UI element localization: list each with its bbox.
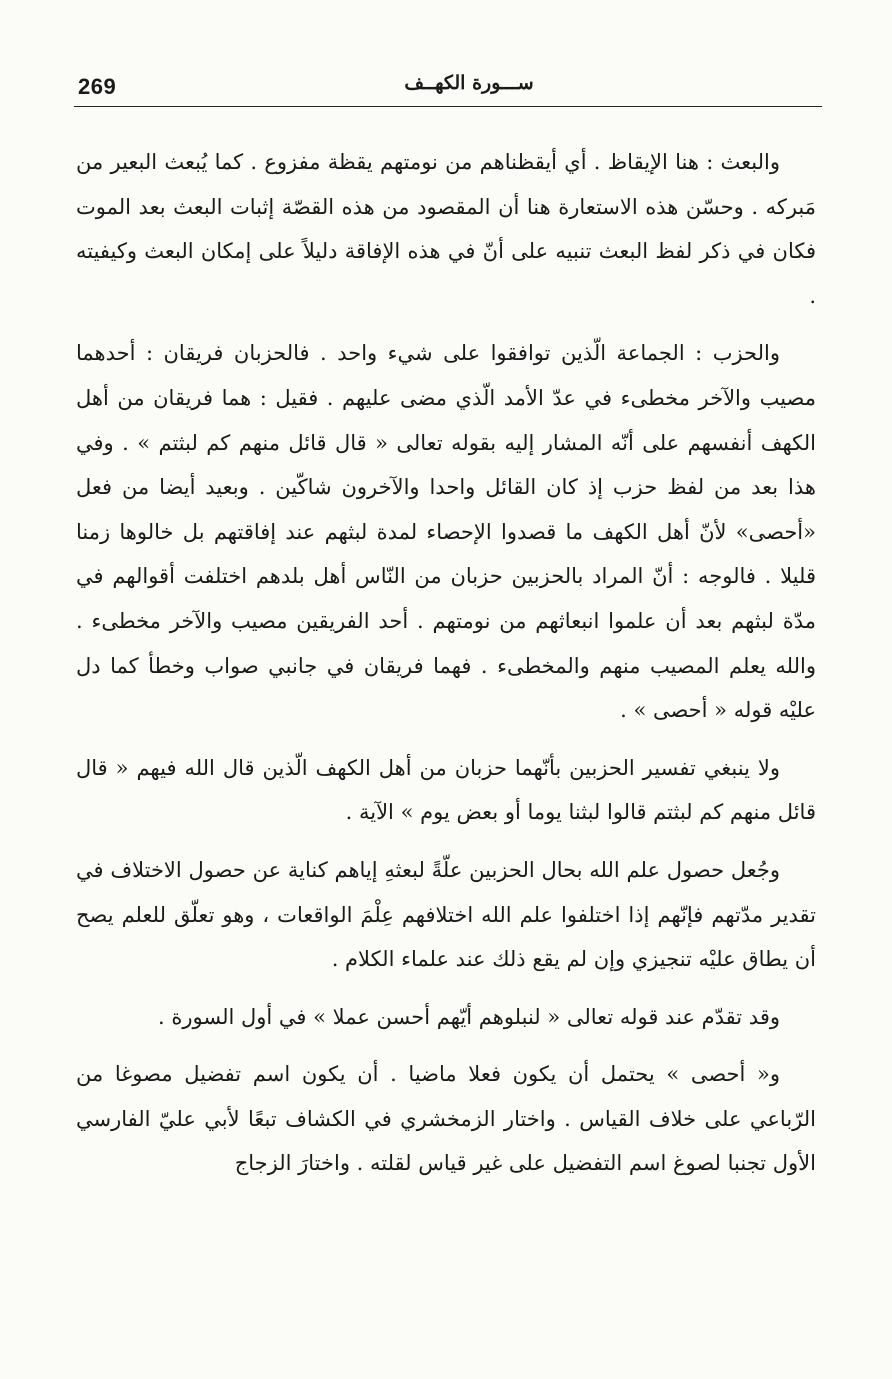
paragraph-bath: والبعث : هنا الإيقاظ . أي أيقظناهم من نومتهم يقظة مفزوع . كما يُبعث البعير من مَبركه . وحسّن هذه الاستعارة هنا أن المقصود من هذه القصّة إثبات البعث بعد الموت فكان في ذكر لفظ البعث تنبيه على أنّ في هذه الإفاقة دليلاً على إمكان البعث وكيفيته . — [76, 150, 816, 308]
page-header — [74, 72, 822, 104]
paragraph-ahsa: و« أحصى » يحتمل أن يكون فعلا ماضيا . أن يكون اسم تفضيل مصوغا من الرّباعي على خلاف القياس . واختار الزمخشري في الكشاف تبعًا لأبي عليّ الفارسي الأول تجنبا لصوغ اسم التفضيل على غير قياس لقلته . واختارَ الزجاج — [76, 1062, 816, 1176]
body-text — [76, 140, 816, 1186]
paragraph-reference: وقد تقدّم عند قوله تعالى « لنبلوهم أيّهم أحسن عملا » في أول السورة . — [158, 1004, 780, 1029]
paragraph-hizb: والحزب : الجماعة الّذين توافقوا على شيء واحد . فالحزبان فريقان : أحدهما مصيب والآخر مخطىء في عدّ الأمد الّذي مضى عليهم . فقيل : هما فريقان من أهل الكهف أنفسهم على أنّه المشار إليه بقوله تعالى « قال قائل منهم كم لبثتم » . وفي هذا بعد من لفظ حزب إذ كان القائل واحدا والآخرون شاكّين . وبعيد أيضا من فعل «أحصى» لأنّ أهل الكهف ما قصدوا الإحصاء لمدة لبثهم عند إفاقتهم بل خالوها زمنا قليلا . فالوجه : أنّ المراد بالحزبين حزبان من النّاس أهل بلدهم اختلفت أقوالهم في مدّة لبثهم بعد أن علموا انبعاثهم من نومتهم . أحد الفريقين مصيب والآخر مخطىء . والله يعلم المصيب منهم والمخطىء . فهما فريقان في جانبي صواب وخطأ كما دل عليْه قوله « أحصى » . — [76, 341, 816, 723]
paragraph-knowledge: وجُعل حصول علم الله بحال الحزبين علّةً لبعثهِ إياهم كناية عن حصول الاختلاف في تقدير مدّتهم فإنّهم إذا اختلفوا علم الله اختلافهم عِلْمَ الواقعات ، وهو تعلّق للعلم يصح أن يطاق عليْه تنجيزي وإن لم يقع ذلك عند علماء الكلام . — [76, 857, 816, 972]
page-number: 269 — [78, 74, 117, 99]
header-rule — [74, 106, 822, 107]
running-title: ســـورة الكهــف — [404, 72, 534, 94]
paragraph-hizbain-note: ولا ينبغي تفسير الحزبين بأنّهما حزبان من أهل الكهف الّذين قال الله فيهم « قال قائل منهم كم لبثتم قالوا لبثنا يوما أو بعض يوم » الآية . — [76, 755, 816, 825]
